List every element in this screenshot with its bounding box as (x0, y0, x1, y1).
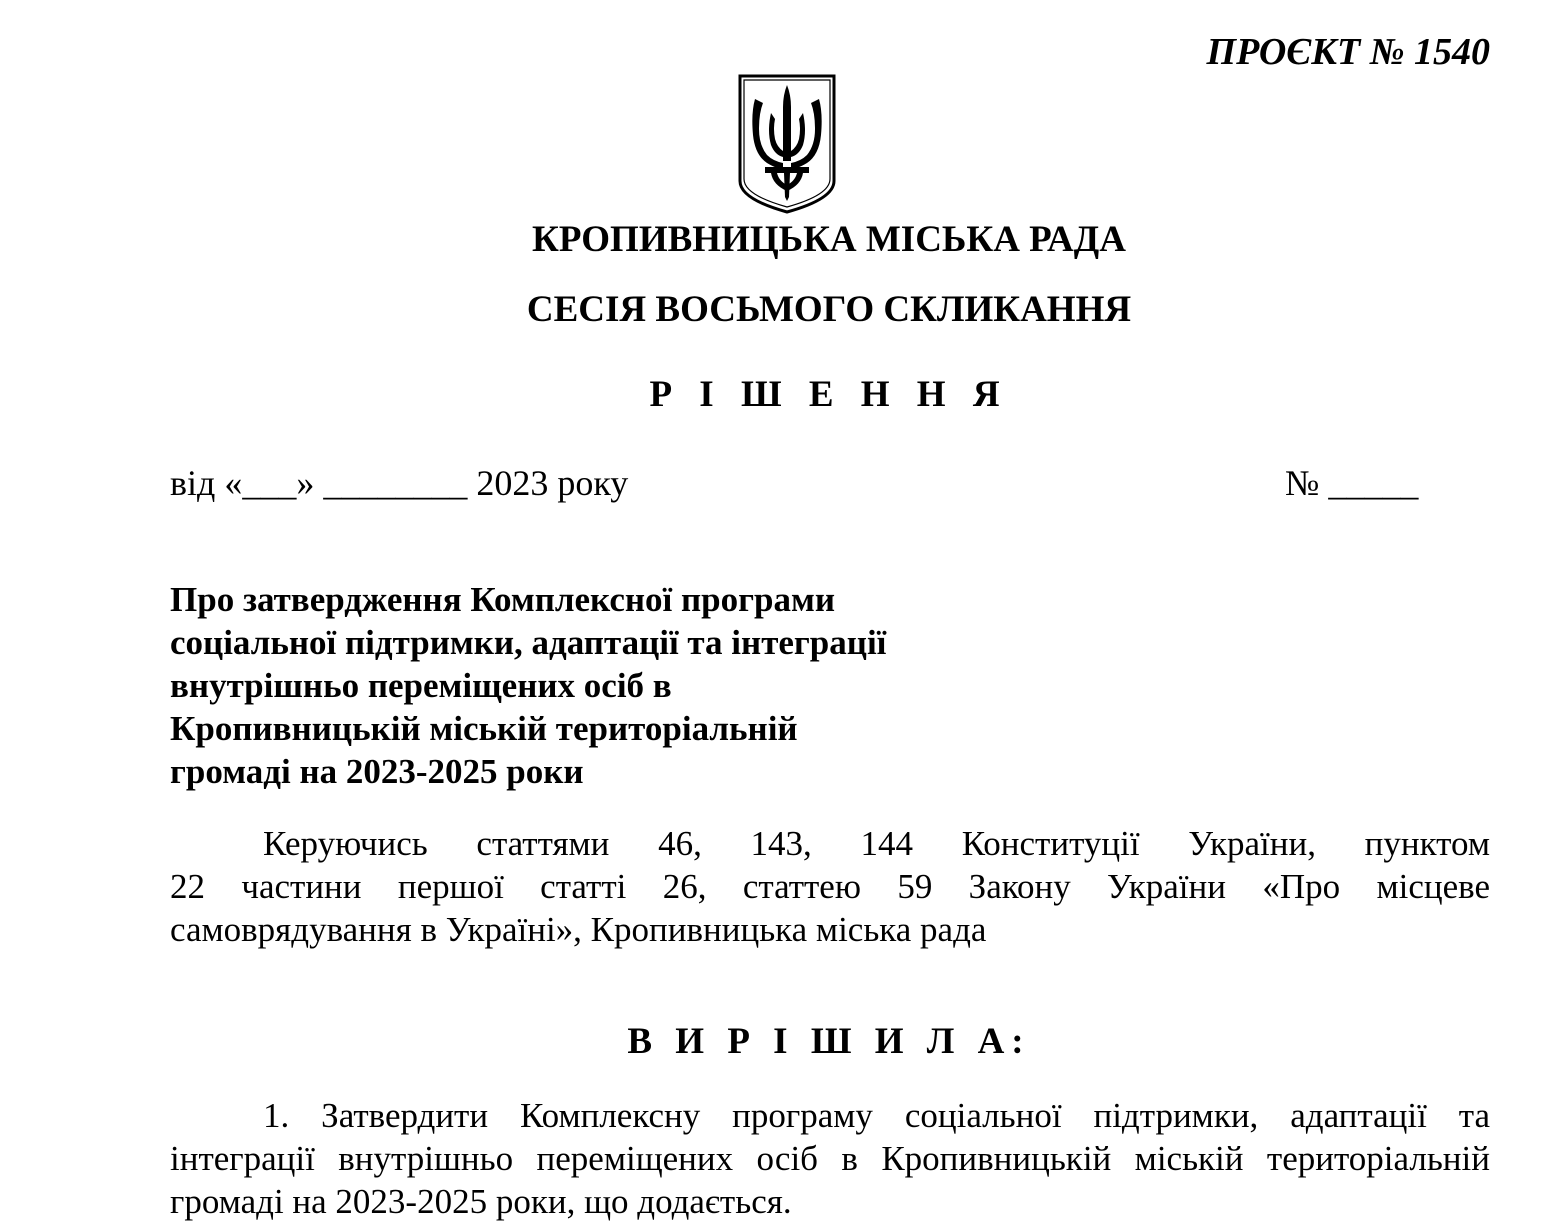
resolution-item (170, 1094, 1490, 1223)
trident-coat-of-arms-icon (737, 73, 837, 215)
subject-line: Кропивницькій міській територіальній (170, 709, 798, 748)
subject-line: внутрішньо переміщених осіб в (170, 666, 672, 705)
document-type-heading: Р І Ш Е Н Н Я (649, 374, 1009, 415)
council-name: КРОПИВНИЦЬКА МІСЬКА РАДА (532, 219, 1126, 260)
item-line: 1. Затвердити Комплексну програму соціальної підтримки, адаптації та (263, 1096, 1490, 1135)
item-line: інтеграції внутрішньо переміщених осіб в Кропивницькій міській територіальній (170, 1139, 1490, 1178)
preamble-line: 22 частини першої статті 26, статтею 59 Закону України «Про місцеве (170, 867, 1490, 906)
item-line: громаді на 2023-2025 роки, що додається. (170, 1182, 792, 1221)
subject-line: соціальної підтримки, адаптації та інтеграції (170, 623, 887, 662)
decision-subject (170, 578, 970, 793)
decision-number: № _____ (1285, 463, 1419, 503)
subject-line: Про затвердження Комплексної програми (170, 580, 836, 619)
preamble-paragraph (170, 822, 1490, 951)
resolved-heading: В И Р І Ш И Л А: (627, 1021, 1031, 1062)
preamble-line: самоврядування в Україні», Кропивницька міська рада (170, 910, 987, 949)
project-number-label: ПРОЄКТ № 1540 (1206, 31, 1490, 73)
session-title: СЕСІЯ ВОСЬМОГО СКЛИКАННЯ (526, 289, 1132, 330)
preamble-line: Керуючись статтями 46, 143, 144 Конституції України, пунктом (263, 824, 1490, 863)
subject-line: громаді на 2023-2025 роки (170, 752, 584, 791)
decision-date: від «___» ________ 2023 року (170, 463, 629, 503)
